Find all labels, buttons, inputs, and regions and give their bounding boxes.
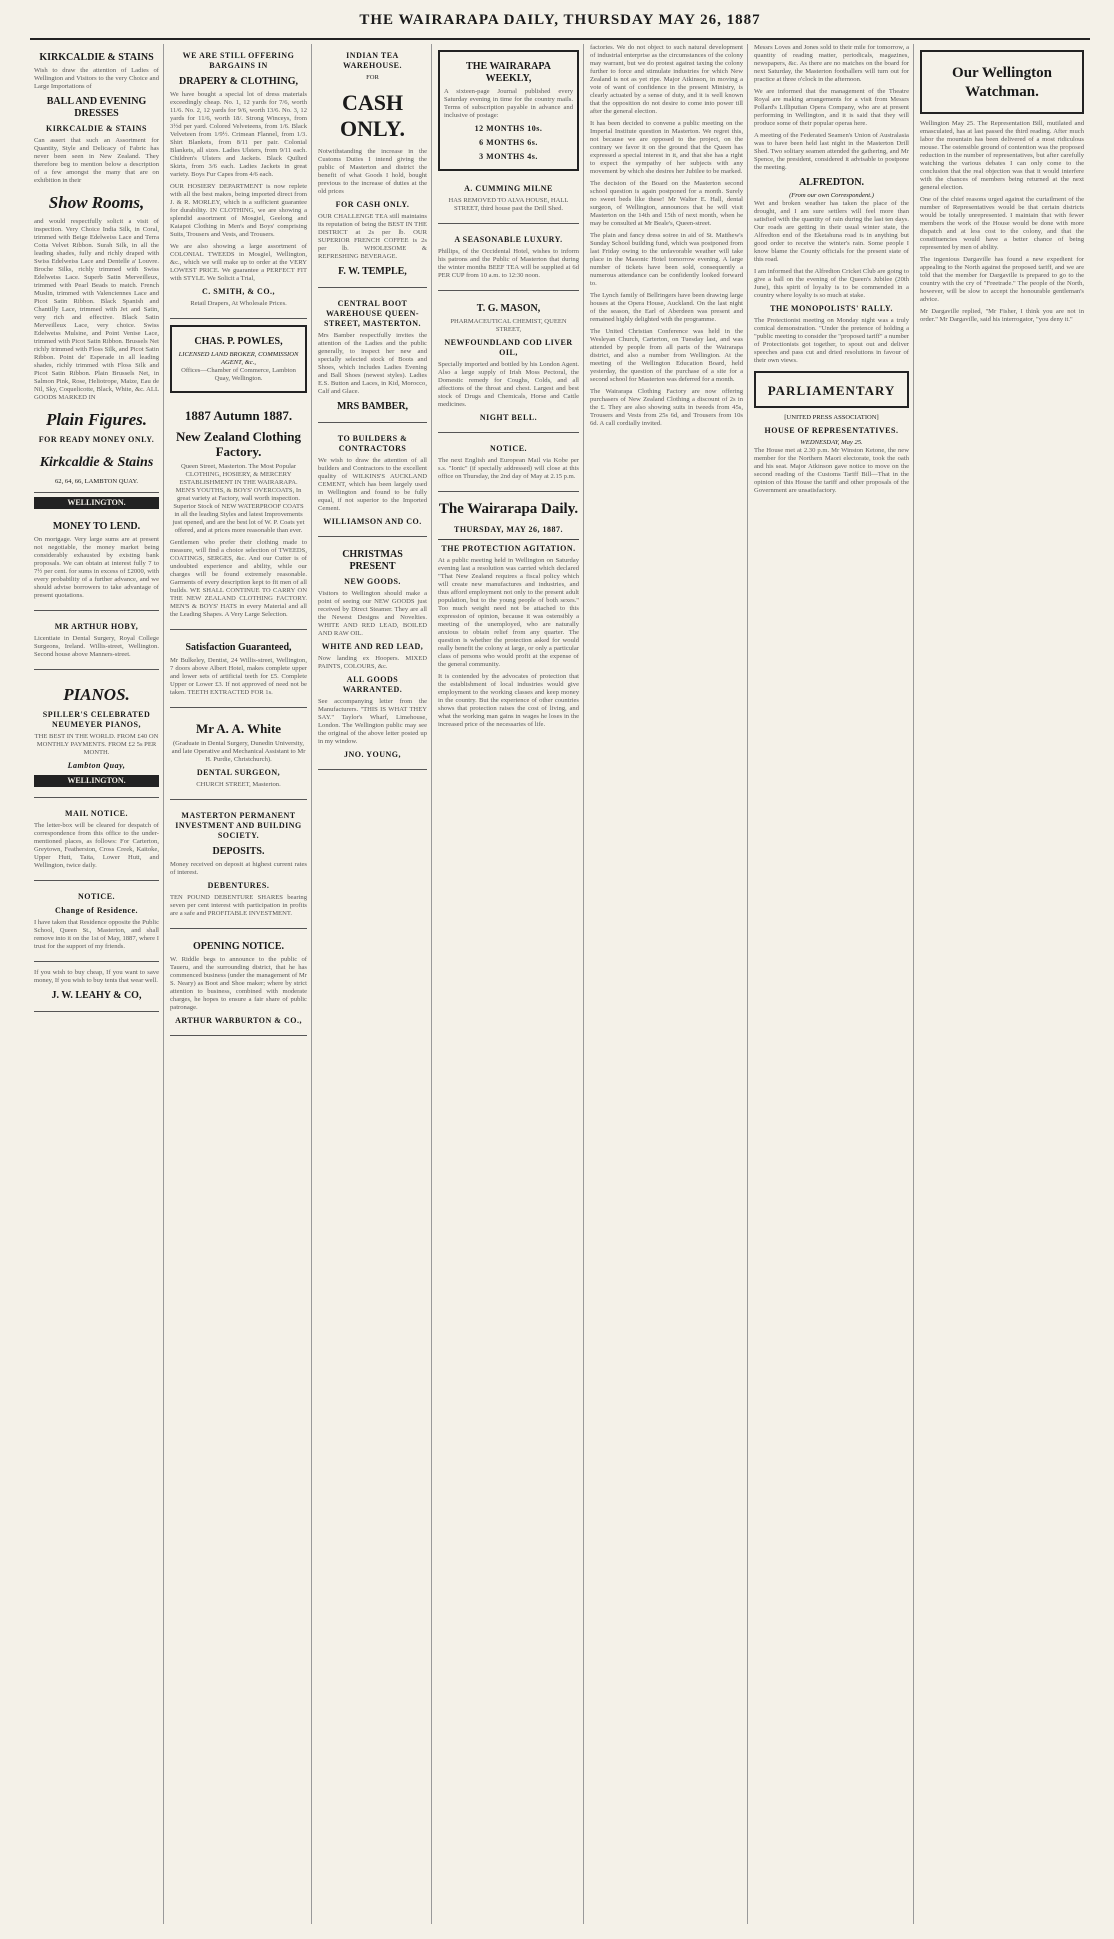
ad-heading: WHITE AND RED LEAD, [321,642,424,651]
ad-text: LICENSED LAND BROKER, COMMISSION AGENT, &c., [178,351,299,366]
price-line: 3 MONTHS 4s. [479,152,538,161]
article-heading: HOUSE OF REPRESENTATIVES. [764,426,899,435]
ad-heading: FOR CASH ONLY. [335,200,410,209]
ad-heading: Satisfaction Guaranteed, [185,642,292,653]
white-ad: Mr A. A. White (Graduate in Dental Surgery, Dunedin University, and late Operative and Mechanical Assistant to Mr H. Purdie, Christchurch). DENTAL SURGEON, CHURCH STREET, Masterton. [170,712,307,800]
ad-heading: THE WAIRARAPA WEEKLY, [466,61,551,84]
ad-heading: JNO. YOUNG, [344,750,401,759]
ad-heading: DEBENTURES. [207,881,270,890]
weekly-ad: THE WAIRARAPA WEEKLY, A sixteen-page Journal published every Saturday evening in time for the country mails. Terms of subscription payable in advance and inclusive of postage: 12 MONTHS 10s. 6 MONTHS 6s. 3 MONTHS 4s. [438,50,579,171]
ad-heading: FOR READY MONEY ONLY. [38,435,155,444]
ad-heading: Mr A. A. White [195,721,282,736]
editorial-masthead: The Wairarapa Daily. [438,501,579,517]
ad-heading: WE ARE STILL OFFERING BARGAINS IN [182,51,295,70]
article-heading: THE MONOPOLISTS' RALLY. [770,304,893,313]
section-bar: WELLINGTON. [34,497,159,509]
ad-heading: C. SMITH, & CO., [201,287,276,296]
parliamentary-header [754,371,909,408]
ad-heading: T. G. MASON, [476,303,541,314]
satisfaction-ad: Satisfaction Guaranteed, Mr Bulkeley, Dentist, 24 Willis-street, Wellington, 7 doors above Albert Hotel, makes complete upper and lower sets of artificial teeth for £5. Complete Upper or Lower £3. If not approved of need not be taken. TEETH EXTRACTED FOR 1s. [170,634,307,708]
mail-notice: MAIL NOTICE. The letter-box will be cleared for despatch of correspondence from this office to the under-mentioned places, as follows: For Carterton, Greytown, Featherston, Cross Creek, Kaitoke, Upper Hutt, Taita, Lower Hutt, and Wellington, twice daily. [34,802,159,881]
ad-heading: ALL GOODS WARRANTED. [342,675,403,694]
section-heading: PARLIAMENTARY [767,383,896,398]
piano-ad: PIANOS. SPILLER'S CELEBRATED NEUMEYER PIANOS, THE BEST IN THE WORLD. FROM £40 ON MONTHLY PAYMENTS. FROM £2 5s PER MONTH. Lambton Quay, WELLINGTON. [34,674,159,798]
column-2 [166,44,312,1924]
ad-heading: NOTICE. [77,892,116,901]
editorial-heading: THE PROTECTION AGITATION. [441,544,576,553]
leahy-ad: If you wish to buy cheap, If you want to save money, If you wish to buy tents that wear well. J. W. LEAHY & CO, [34,966,159,1012]
ad-heading: DRAPERY & CLOTHING, [178,76,298,87]
ad-heading: NIGHT BELL. [479,413,538,422]
column-1 [30,44,164,1924]
luxury-ad: A SEASONABLE LUXURY. Phillips, of the Occidental Hotel, wishes to inform his patrons and the Public of Masterton that during the winter months BEEF TEA will be supplied at 6d PER CUP from 10 a.m. to 12:30 noon. [438,228,579,291]
ad-heading: CHRISTMAS PRESENT [342,549,403,572]
ad-heading: NEW GOODS. [344,577,401,586]
column-6: Messrs Loves and Jones sold to their mile for tomorrow, a quantity of reading matter, periodicals, magazines, newspapers, &c. As there are no matches on the board for next Saturday, the Masterton footballers will turn out for practice at three o'clock in the afternoon. We are informed that the management of the Theatre Royal are making arrangements for a visit from Messrs Pollard's Lilliputian Opera Company, who are at present performing in Wellington, and it is said that they will produce some of their popular operas here. A meeting of the Federated Seamen's Union of Australasia was to have been held last night in the Masterton Drill Shed. Two solitary seamen attended the gathering, and Mr Spence, the president, considered it advisable to postpone the meeting. ALFREDTON. (From our own Correspondent.) Wet and broken weather has taken the place of the drought, and I am sure settlers will feel more than satisfied with the quantity of rain during the last ten days. Our roads are getting in their usual winter state, the Alfredton end of the Eketahuna road is in anything but good order to receive the winter's rain. Some people I know blame the County officials for the present state of this road. I am informed that the Alfredton Cricket Club are going to give a ball on the evening of the Queen's Jubilee (20th June), this spirit of loyalty is to be commended in a country where loyalty is so much at stake. THE MONOPOLISTS' RALLY. The Protectionist meeting on Monday night was a truly comical demonstration. "Under the pretence of holding a "public meeting to consider the "proposed tariff" a number of Protectionists got together, to spout out and deliver speeches and pass cut and dried resolutions in favour of their own views. PARLIAMENTARY [UNITED PRESS ASSOCIATION] HOUSE OF REPRESENTATIVES. WEDNESDAY, May 25. The House met at 2.30 p.m. Mr Winston Ketone, the new member for the Northern Maori electorate, took the oath and his seat. Major Atkinson gave notice to move on the second reading of the Customs Tariff Bill—That in the opinion of this House the tariff and other proposals of the Government are unsatisfactory. [750,44,914,1924]
ad-heading: Lambton Quay, [67,761,126,770]
boot-ad: CENTRAL BOOT WAREHOUSE QUEEN-STREET, MASTERTON. Mrs Bamber respectfully invites the attention of the Ladies and the public generally, to inspect her new and specially selected stock of Boots and Shoes, which includes Ladies Evening and Ball Shoes (newest styles). Ladies E.S. Button and Laces, in Kid, Morocco, Calf and Glace. MRS BAMBER, [318,292,427,423]
ad-heading: WILLIAMSON AND CO. [323,517,422,526]
ad-heading: J. W. LEAHY & CO, [51,990,142,1001]
ad-heading: OPENING NOTICE. [192,941,285,952]
column-7: Our Wellington Watchman. Wellington May 25. The Representation Bill, mutilated and emasculated, has at last passed the third reading. After much labor the mountain has been delivered of a most ridiculous mouse. The ostensible ground of contention was the proposed reduction in the number of representatives, but after carefully watching the various debates I can only come to the conclusion that the real objection was that it would interfere with the chances of members being returned at the next general election. One of the chief reasons urged against the curtailment of the number of Representatives would be that certain districts would be totally unrepresented. I maintain that with fewer members the work of the House would be done with more dispatch and at less cost to the colony, and that the constituencies would have a better chance of being represented by men of ability. The ingenious Dargaville has found a new expedient for appealing to the North against the proposed tariff, and we are told that the member for Dargaville is prepared to go to the country with the cry of "Freetrade." The people of the North, however, will be slow to accept the honourable gentleman's advice. Mr Dargaville replied, "Mr Fisher, I think you are not in order." Mr Dargaville, said his interrogator, "you deny it." [916,44,1088,1924]
ad-heading: CENTRAL BOOT WAREHOUSE QUEEN-STREET, MASTERTON. [323,299,422,328]
article-date: WEDNESDAY, May 25. [800,439,863,446]
column-4: THE WAIRARAPA WEEKLY, A sixteen-page Journal published every Saturday evening in time for the country mails. Terms of subscription payable in advance and inclusive of postage: 12 MONTHS 10s. 6 MONTHS 6s. 3 MONTHS 4s. A. CUMMING MILNE HAS REMOVED TO ALVA HOUSE, HALL STREET, third house past the Drill Shed. A SEASONABLE LUXURY. Phillips, of the Occidental Hotel, wishes to inform his patrons and the Public of Masterton that during the winter months BEEF TEA will be supplied at 6d PER CUP from 10 a.m. to 12:30 noon. T. G. MASON, PHARMACEUTICAL CHEMIST, QUEEN STREET, NEWFOUNDLAND COD LIVER OIL, Specially imported and bottled by his London Agent. Also a large supply of Irish Moss Pectoral, the Domestic remedy for Coughs, Colds, and all affections of the throat and chest. Largest and best stock of Drugs and Chemicals, Horse and Cattle medicines. NIGHT BELL. NOTICE. The next English and European Mail via Kobe per s.s. "Ionic" (if specially addressed) will close at this office on Thursday, the 2nd day of May at 2.15 p.m. The Wairarapa Daily. THURSDAY, MAY 26, 1887. THE PROTECTION AGITATION. At a public meeting held in Wellington on Saturday evening last a resolution was carried which declared "That New Zealand requires a fiscal policy which will create new manufactures and industries, and thus afford employment not only to the present adult population, but to the young people of both sexes." Too much weight need not be attached to this expression of opinion, because it was ostensibly a meeting of the unemployed, who are naturally anxious to obtain relief from any quarter. The question is whether the protection asked for would really benefit the colony at large, or only a particular class of persons who would profit at the expense of the general community. It is contended by the advocates of protection that the establishment of local industries would give employment to the working classes and keep money in the country. But the experience of other countries shows that protection raises the cost of living, and what the working man gains in wages he loses in the increased price of the necessaries of life. [434,44,584,1924]
ad-heading: TO BUILDERS & CONTRACTORS [337,434,408,453]
ad-heading: F. W. TEMPLE, [338,266,407,277]
article-heading: ALFREDTON. [798,177,865,188]
ad-heading: New Zealand Clothing Factory. [176,429,301,459]
hoby-ad: MR ARTHUR HOBY, Licentiate in Dental Surgery, Royal College Surgeons, Ireland. Willis-street, Wellington. Second house above Manners-street. [34,615,159,670]
milne-ad: A. CUMMING MILNE HAS REMOVED TO ALVA HOUSE, HALL STREET, third house past the Drill Shed. [438,177,579,224]
ad-heading: KIRKCALDIE & STAINS [46,124,147,133]
section-heading: Our Wellington Watchman. [952,65,1052,100]
ad-heading: NEWFOUNDLAND COD LIVER OIL, [444,338,573,357]
ad-heading: 1887 Autumn 1887. [184,408,293,423]
newspaper-title: THE WAIRARAPA DAILY, THURSDAY MAY 26, 1887 [359,12,761,28]
kirkcaldie-ad: KIRKCALDIE & STAINS Wish to draw the attention of Ladies of Wellington and Visitors to the very Choice and Large Importations of BALL AND EVENING DRESSES KIRKCALDIE & STAINS Can assert that such an Assortment for Quantity, Style and Delicacy of Fabric has never been seen in New Zealand. They therefore beg to mention below a description of a few amongst the many that are on exhibition in their Show Rooms, and would respectfully solicit a visit of inspection. Very Choice India Silk, in Coral, trimmed with Beige Edelweiss Lace and Terra Cotta Velvet Ribbon. Surah Silk, in all the leading shades, fully and richly draped with Swiss Edelweiss Lace and Dentelle a' Louvre. Broche Silks, richly trimmed with Swiss Edelweiss Lace. Superb Satin Merveilleux, trimmed with Pearl Beads to match. French Muslin, trimmed with Valenciennes Lace and Picot Satin Ribbon. Black Spanish and Chantilly Lace, trimmed with Jet and Satin, very rich and effective. Black Satin Merveilleux Lace, very choice. Swiss Edelweiss Mulsine, and Point Venise Lace, trimmed with Picot Satin Ribbon. Brussels Net richly trimmed with Floss Silk, and Picot Satin Ribbon. Point de' Esperade in all leading shades, richly trimmed with Floss Silk and Picot Satin Ribbon. Plain Brussels Net, in Salmon Pink, Rose, Heliotrope, Maize, Eau de Nil, Sky, Coquelicotte, Black, White, &c. ALL GOODS MARKED IN Plain Figures. FOR READY MONEY ONLY. Kirkcaldie & Stains 62, 64, 66, LAMBTON QUAY. [34,44,159,493]
article-byline: (From our own Correspondent.) [789,192,874,199]
ad-heading: DENTAL SURGEON, [196,768,281,777]
article-byline: [UNITED PRESS ASSOCIATION] [784,414,879,421]
ad-heading: MAIL NOTICE. [65,809,128,818]
ad-heading: MASTERTON PERMANENT INVESTMENT AND BUILDING SOCIETY. [175,811,302,840]
ad-heading: KIRKCALDIE & STAINS [39,52,154,63]
ad-text: 62, 64, 66, LAMBTON QUAY. [54,478,139,485]
ad-heading: BALL AND EVENING DRESSES [46,96,147,119]
money-ad: MONEY TO LEND. On mortgage. Very large sums are at present not negotiable, the money market being considerably exhausted by existing bank proposals. We can obtain at interest fully 7 to 7½ per cent. for sums in excess of £2000, with every probability of a further advance, and we should advise borrowers to take advantage of present quotations. [34,513,159,611]
change-notice: NOTICE. Change of Residence. I have taken that Residence opposite the Public School, Queen St., Masterton, and shall remove into it on the 1st of May, 1887, where I trust for the support of my friends. [34,885,159,962]
mason-ad: T. G. MASON, PHARMACEUTICAL CHEMIST, QUEEN STREET, NEWFOUNDLAND COD LIVER OIL, Specially imported and bottled by his London Agent. Also a large supply of Irish Moss Pectoral, the Domestic remedy for Coughs, Colds, and all affections of the throat and chest. Largest and best stock of Drugs and Chemicals, Horse and Cattle medicines. NIGHT BELL. [438,295,579,433]
ad-heading: CHAS. P. POWLES, [194,336,283,347]
price-line: 6 MONTHS 6s. [479,138,538,147]
ad-heading: Change of Residence. [54,906,139,915]
ad-heading: CASH ONLY. [339,90,406,141]
ad-heading: A SEASONABLE LUXURY. [454,235,563,244]
builders-ad: TO BUILDERS & CONTRACTORS We wish to draw the attention of all builders and Contractors to the excellent quality of WILKINS'S AUCKLAND CEMENT, which has been largely used in Wellington and found to be fully equal, if not superior to the Imported Cement. WILLIAMSON AND CO. [318,427,427,537]
christmas-ad: CHRISTMAS PRESENT NEW GOODS. Visitors to Wellington should make a point of seeing our NEW GOODS just received by Direct Steamer. They are all the Newest Designs and Novelties. WHITE AND RED LEAD, BOILED AND RAW OIL. WHITE AND RED LEAD, Now landing ex Hoopers. MIXED PAINTS, COLOURS, &c. ALL GOODS WARRANTED. See accompanying letter from the Manufacturers. "THIS IS WHAT THEY SAY." Taylor's Wharf, Limehouse, London. The Wellington public may see the original of the above letter posted up in my window. JNO. YOUNG, [318,541,427,770]
ad-heading: A. CUMMING MILNE [464,184,553,193]
ad-heading: MRS BAMBER, [336,401,409,412]
watchman-header [920,50,1084,114]
section-bar: WELLINGTON. [34,775,159,787]
editorial-date: THURSDAY, MAY 26, 1887. [454,525,563,534]
indian-tea-ad: INDIAN TEA WAREHOUSE. FOR CASH ONLY. Notwithstanding the increase in the Customs Duties I intend giving the public of Masterton and district the benefit of what Goods I hold, bought previous to the increase of duties at the old prices FOR CASH ONLY. OUR CHALLENGE TEA still maintains its reputation of being the BEST IN THE DISTRICT at 2s per lb. OUR SUPERIOR FRENCH COFFEE is 2s per lb. WHOLESOME & REFRESHING BEVERAGE. F. W. TEMPLE, [318,44,427,288]
ad-heading: Show Rooms, [48,193,145,212]
clothing-factory-ad: 1887 Autumn 1887. New Zealand Clothing Factory. Queen Street, Masterton. The Most Popular CLOTHING, HOSIERY, & MERCERY ESTABLISHMENT IN THE WAIRARAPA. MEN'S YOUTHS, & BOYS' OVERCOATS, In great variety at Factory, wall worth inspection. Superior Stock of NEW WATERPROOF COATS in all the leading Styles and latest Improvements just opened, and are the best lot of W. P. Coats yet offered, and at prices more reasonable than ever. Gentlemen who prefer their clothing made to measure, will find a choice selection of TWEEDS, COATINGS, SERGES, &c. And our Cutter is of undoubted experience and ability, while our charges will be found extremely reasonable. Garments of every description kept to fit men of all builds. WE SHALL CONTINUE TO CARRY ON THE NEW ZEALAND CLOTHING FACTORY. MEN'S & BOYS' HATS in every Material and all the Leading Shapes. A Very Large Selection. [170,399,307,630]
ad-heading: Plain Figures. [45,410,148,429]
ad-heading: Kirkcaldie & Stains [39,455,154,470]
ad-heading: MR ARTHUR HOBY, [54,622,139,631]
ad-heading: SPILLER'S CELEBRATED NEUMEYER PIANOS, [42,710,151,729]
ad-heading: DEPOSITS. [212,846,265,857]
opening-notice: OPENING NOTICE. W. Riddle begs to announce to the public of Taueru, and the surrounding district, that he has commenced business (under the management of Mr S. Neary) as Boot and Shoe maker; where by strict attention to business, combined with moderate charges, he hopes to ensure a fair share of public patronage. ARTHUR WARBURTON & CO., [170,933,307,1036]
column-5: factories. We do not object to such natural development of industrial enterprise as the circumstances of the colony may warrant, but we do protest against taxing the colony further to force and stimulate industries for which New Zealand is not as yet ripe. Major Atkinson, in moving a vote of want of confidence in the present Ministry, is clearly actuated by a sense of duty, and it is well known that the opposition do not desire to come into power till after the general election. It has been decided to convene a public meeting on the Imperial Institute question in Masterton. We regret this, not because we are opposed to the project, on the contrary we favor it on the ground that the Queen has expressed a special interest in it, and that she has a right to expect the sympathy of her subjects with any movement by which she desires her Jubilee to be marked. The decision of the Board on the Masterton second school question is again postponed for a month. Surely no sweet beds like these! Mr Walter E. Hall, dental surgeon, of Wellington, announces that he will visit Masterton on the 14th and 15th of next month, when he may be consulted at Mr Beale's, Queen-street. The plain and fancy dress soiree in aid of St. Matthew's Sunday School building fund, which was postponed from last Friday owing to the unfavorable weather will take place in the Masonic Hotel tomorrow evening. A large number of tickets have been sold, consequently a numerous attendance can be confidently looked forward to. The Lynch family of Bellringers have been drawing large houses at the Opera House, Auckland. On the last night of the season, the Earl of Aberdeen was present and remained highly delighted with the programme. The United Christian Conference was held in the Wesleyan Church, Carterton, on Tuesday last, and was attended by people from all parts of the Wairarapa district, and also a number from Wellington. At the meeting of the Wellington Education Board, held yesterday, the question of the purchase of a site for a second school for Masterton was deferred for a month. The Wairarapa Clothing Factory are now offering purchasers of New Zealand Clothing a discount of 2s in the £. They are also showing suits in tweeds from 45s, Trousers and Vests from 25s 6d, and Trousers from 10s 6d. A call cordially invited. [586,44,748,1924]
ad-heading: INDIAN TEA WAREHOUSE. [342,51,402,70]
ad-text: FOR [366,74,379,81]
price-line: 12 MONTHS 10s. [474,124,543,133]
ad-heading: ARTHUR WARBURTON & CO., [175,1016,302,1025]
powles-ad: CHAS. P. POWLES, LICENSED LAND BROKER, COMMISSION AGENT, &c., Offices—Chamber of Commerce, Lambton Quay, Wellington. [170,325,307,393]
ad-heading: NOTICE. [489,444,528,453]
building-society-ad: MASTERTON PERMANENT INVESTMENT AND BUILDING SOCIETY. DEPOSITS. Money received on deposit at highest current rates of interest. DEBENTURES. TEN POUND DEBENTURE SHARES bearing seven per cent interest with participation in profits are a safe and PROFITABLE INVESTMENT. [170,804,307,929]
drapery-ad: WE ARE STILL OFFERING BARGAINS IN DRAPERY & CLOTHING, We have bought a special lot of dress materials exceedingly cheap. No. 1, 12 yards for 7/6, worth 11/6. No. 2, 12 yards for 9/6, worth 13/6. No. 3, 12 yards for 11/6, worth 18/. Strong Winceys, from 3½d per yard. Colored Velveteens, from 1/6. Black Velveteen from 1/9½. Crimean Flannel, from 1/3. Shirt Blankets, from 8/11 per pair. Colonial Blankets, all sizes. Ladies Ulsters, from 9/11 each. Children's Ulsters and Jackets. Black Quilted Skirts, from 3/6 each. Ladies Jackets in great variety. Boys Fur Capes from 4/6 each. OUR HOSIERY DEPARTMENT is now replete with all the best makes, being imported direct from J. & R. MORLEY, which is a sufficient guarantee for durability. IN CLOTHING, we are showing a splendid assortment of Mosgiel, Geelong and Kaiapoi Clothing in Men's and Boys' comprising Suits, Trousers and Vests, and Trousers. We are also showing a large assortment of COLONIAL TWEEDS in Mosgiel, Wellington, &c., which we will make up to order at the VERY LOWEST PRICE. We guarantee a PERFECT FIT with STYLE. We Solicit a Trial, C. SMITH, & CO., Retail Drapers, At Wholesale Prices. [170,44,307,319]
masthead [30,12,1090,40]
ad-heading: PIANOS. [63,685,130,704]
notice-ad: NOTICE. The next English and European Mail via Kobe per s.s. "Ionic" (if specially addressed) will close at this office on Thursday, the 2nd day of May at 2.15 p.m. [438,437,579,492]
column-3 [314,44,432,1924]
ad-heading: MONEY TO LEND. [52,521,141,532]
